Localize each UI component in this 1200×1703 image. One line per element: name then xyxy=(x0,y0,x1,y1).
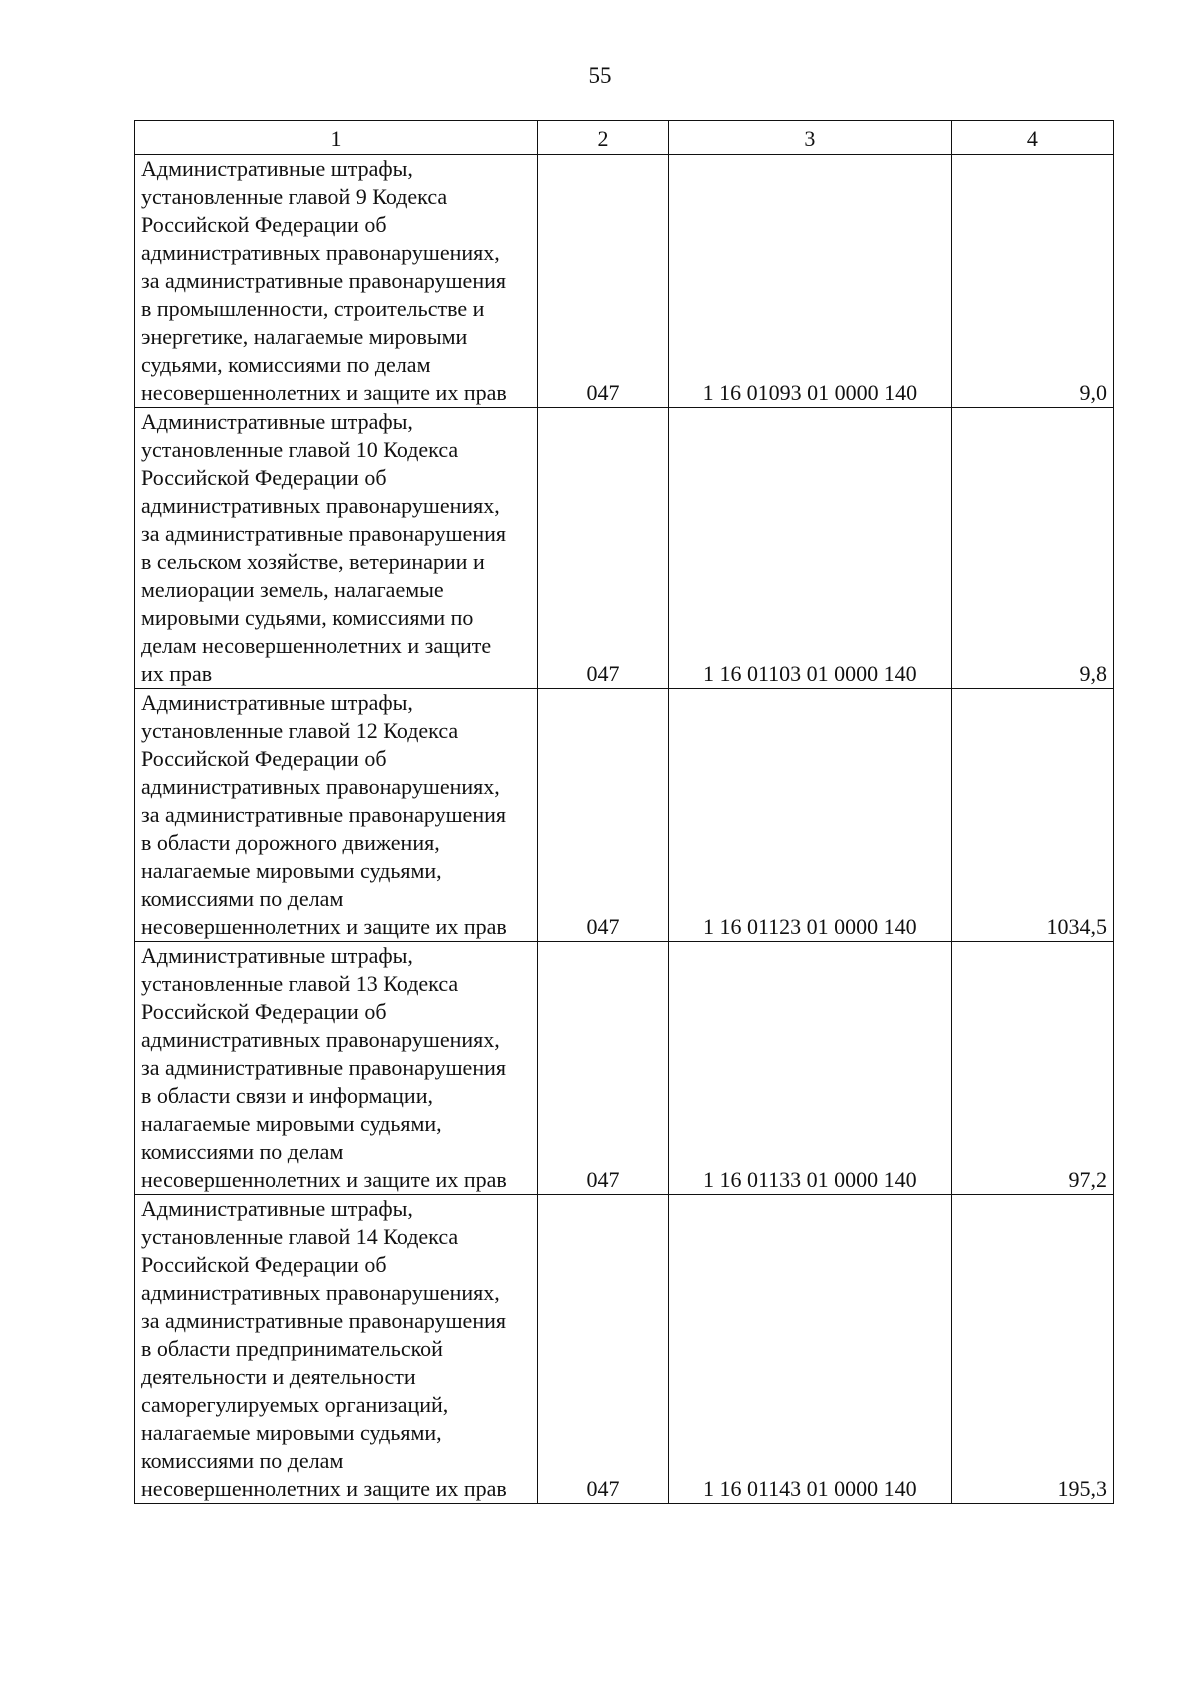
amount-cell: 9,8 xyxy=(951,408,1113,689)
table-row xyxy=(135,1195,1114,1504)
revenue-name-cell: Административные штрафы, установленные главой 9 Кодекса Российской Федерации об административных правонарушениях, за административные правонарушения в промышленности, строительстве и энергетике, налагаемые мировыми судьями, комиссиями по делам несовершеннолетних и защите их прав xyxy=(135,155,538,408)
budget-classification-code-cell: 1 16 01103 01 0000 140 xyxy=(668,408,951,689)
budget-classification-code-cell: 1 16 01143 01 0000 140 xyxy=(668,1195,951,1504)
table-row xyxy=(135,408,1114,689)
revenue-name-cell: Административные штрафы, установленные главой 12 Кодекса Российской Федерации об административных правонарушениях, за административные правонарушения в области дорожного движения, налагаемые мировыми судьями, комиссиями по делам несовершеннолетних и защите их прав xyxy=(135,689,538,942)
administrator-code-cell: 047 xyxy=(538,408,669,689)
column-header: 2 xyxy=(538,121,669,155)
table-row xyxy=(135,942,1114,1195)
budget-classification-code-cell: 1 16 01133 01 0000 140 xyxy=(668,942,951,1195)
budget-classification-code-cell: 1 16 01093 01 0000 140 xyxy=(668,155,951,408)
amount-cell: 9,0 xyxy=(951,155,1113,408)
administrator-code-cell: 047 xyxy=(538,942,669,1195)
revenue-name-cell: Административные штрафы, установленные главой 10 Кодекса Российской Федерации об административных правонарушениях, за административные правонарушения в сельском хозяйстве, ветеринарии и мелиорации земель, налагаемые мировыми судьями, комиссиями по делам несовершеннолетних и защите их прав xyxy=(135,408,538,689)
table-header-row xyxy=(135,121,1114,155)
column-header: 4 xyxy=(951,121,1113,155)
budget-classification-code-cell: 1 16 01123 01 0000 140 xyxy=(668,689,951,942)
page-number: 55 xyxy=(588,63,612,88)
amount-cell: 195,3 xyxy=(951,1195,1113,1504)
amount-cell: 1034,5 xyxy=(951,689,1113,942)
administrator-code-cell: 047 xyxy=(538,1195,669,1504)
administrator-code-cell: 047 xyxy=(538,155,669,408)
revenue-table xyxy=(134,120,1114,1504)
table-row xyxy=(135,155,1114,408)
revenue-name-cell: Административные штрафы, установленные главой 13 Кодекса Российской Федерации об административных правонарушениях, за административные правонарушения в области связи и информации, налагаемые мировыми судьями, комиссиями по делам несовершеннолетних и защите их прав xyxy=(135,942,538,1195)
column-header: 3 xyxy=(668,121,951,155)
table-row xyxy=(135,689,1114,942)
amount-cell: 97,2 xyxy=(951,942,1113,1195)
revenue-name-cell: Административные штрафы, установленные главой 14 Кодекса Российской Федерации об административных правонарушениях, за административные правонарушения в области предпринимательской деятельности и деятельности саморегулируемых организаций, налагаемые мировыми судьями, комиссиями по делам несовершеннолетних и защите их прав xyxy=(135,1195,538,1504)
column-header: 1 xyxy=(135,121,538,155)
administrator-code-cell: 047 xyxy=(538,689,669,942)
